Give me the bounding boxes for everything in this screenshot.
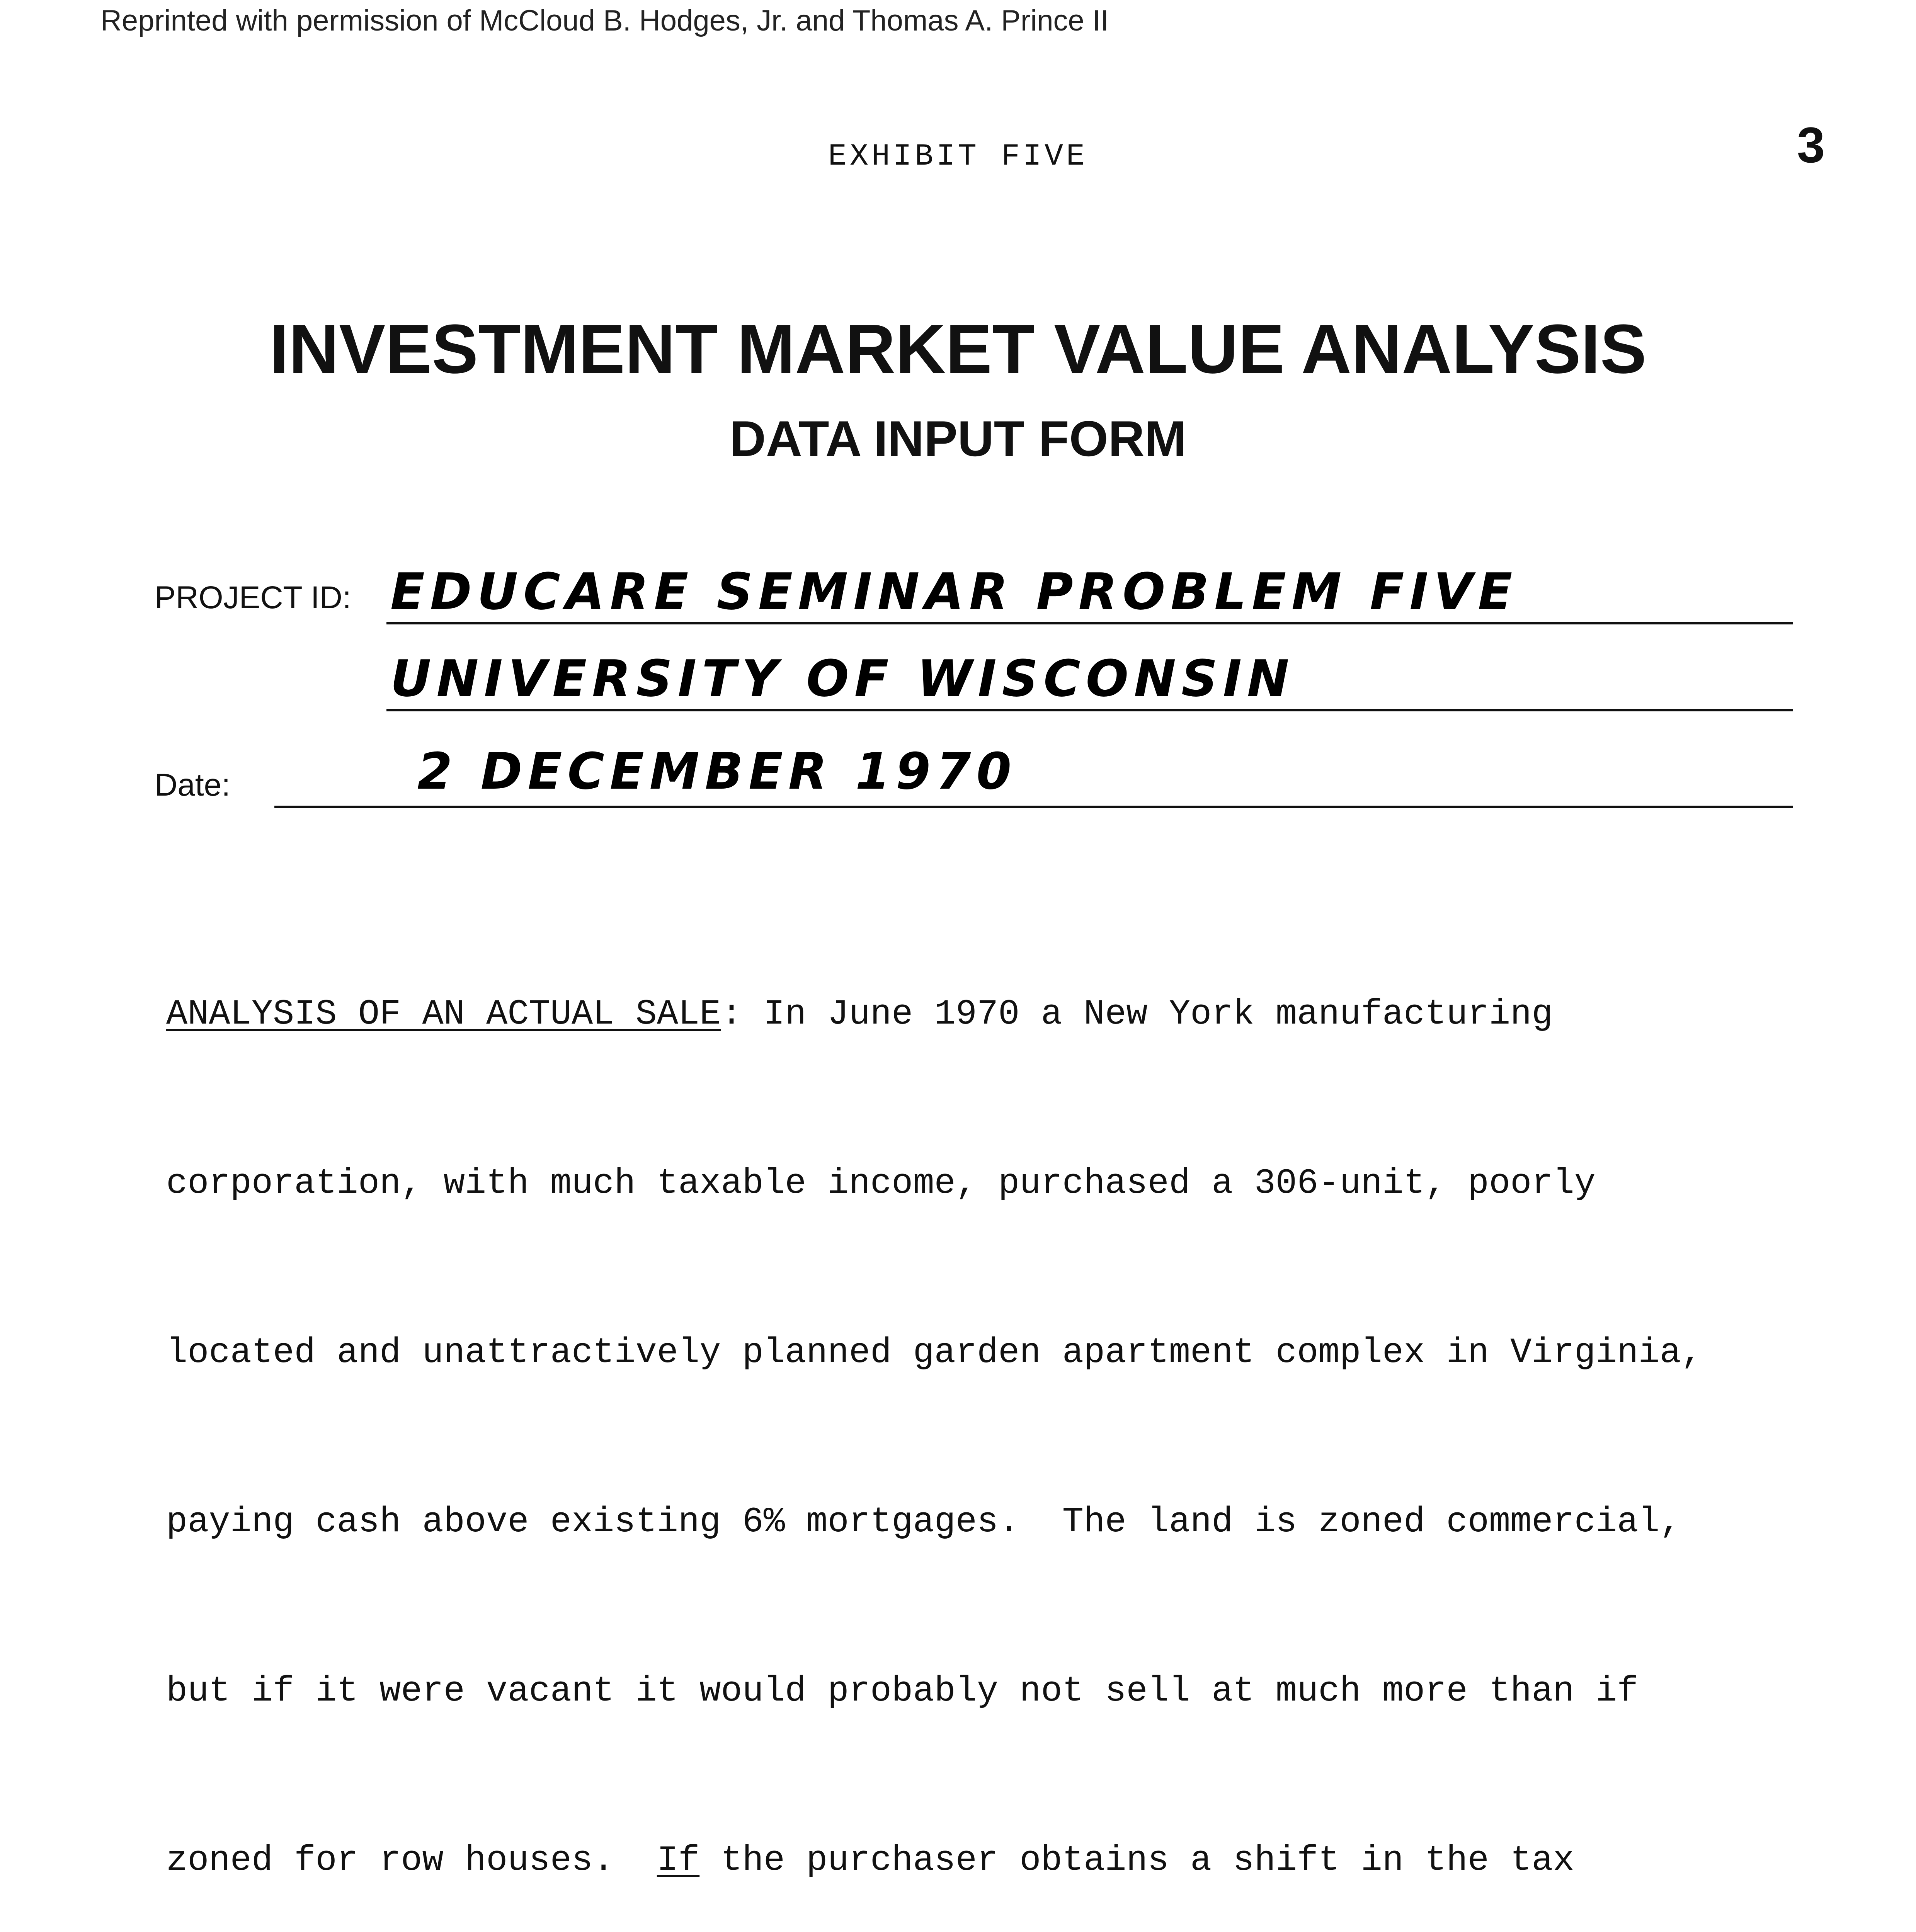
date-underline	[274, 806, 1793, 808]
problem-statement	[166, 873, 1847, 1932]
paragraph-1-line: located and unattractively planned garden apartment complex in Virginia,	[166, 1332, 1703, 1373]
paragraph-1-line	[166, 1832, 1847, 1889]
date-value: 2 DECEMBER 1970	[417, 742, 1017, 801]
paragraph-1-line-5-pre: zoned for row houses.	[166, 1840, 657, 1881]
project-id-label: PROJECT ID:	[155, 580, 351, 615]
project-id-underline-1	[386, 622, 1793, 624]
section-heading: ANALYSIS OF AN ACTUAL SALE	[166, 994, 721, 1034]
paragraph-1-line-1	[166, 986, 1847, 1043]
date-label: Date:	[155, 767, 230, 803]
paragraph-1-line: corporation, with much taxable income, purchased a 306-unit, poorly	[166, 1163, 1596, 1204]
reprint-notice: Reprinted with permission of McCloud B. Hodges, Jr. and Thomas A. Prince II	[100, 4, 1109, 37]
exhibit-label: EXHIBIT FIVE	[828, 139, 1088, 174]
emphasis-if: If	[657, 1840, 700, 1881]
paragraph-1-line-5-post: the purchaser obtains a shift in the tax	[699, 1840, 1574, 1881]
form-title: INVESTMENT MARKET VALUE ANALYSIS	[269, 310, 1647, 388]
paragraph-1-line: but if it were vacant it would probably not sell at much more than if	[166, 1671, 1639, 1711]
form-subtitle: DATA INPUT FORM	[730, 410, 1186, 467]
paragraph-1-intro: : In June 1970 a New York manufacturing	[721, 994, 1553, 1034]
project-id-value-line1: EDUCARE SEMINAR PROBLEM FIVE	[390, 562, 1518, 621]
project-id-value-line2: UNIVERSITY OF WISCONSIN	[390, 649, 1295, 708]
project-id-underline-2	[386, 709, 1793, 711]
paragraph-1-line: paying cash above existing 6% mortgages. The land is zoned commercial,	[166, 1502, 1681, 1542]
page-mark: 3	[1797, 117, 1825, 173]
